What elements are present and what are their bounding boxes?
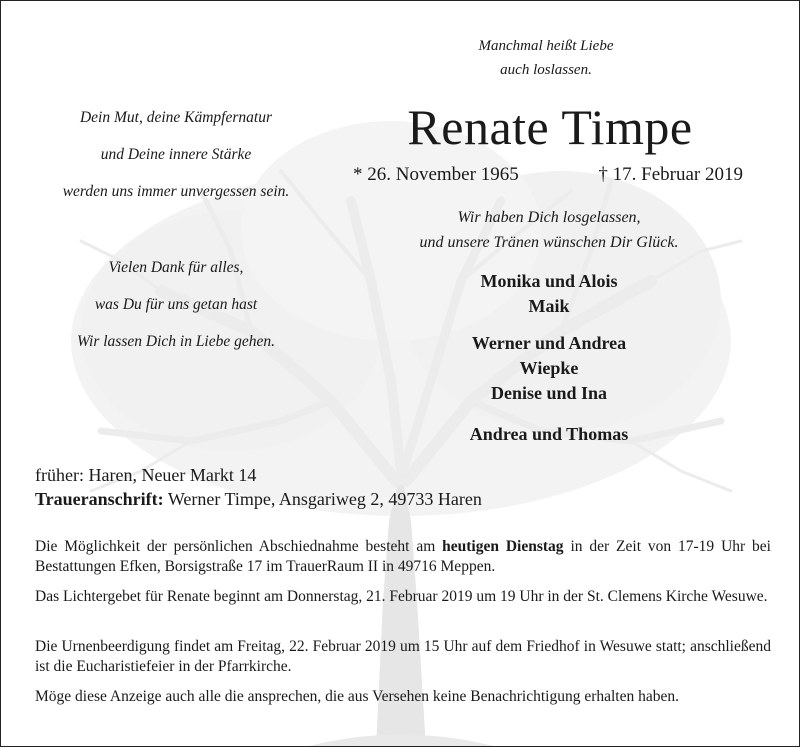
left-verse-line: und Deine innere Stärke xyxy=(100,146,252,163)
mourner-name: Werner und Andrea xyxy=(471,333,627,353)
mourners-group-1 xyxy=(371,269,727,319)
motto-line-1: Manchmal heißt Liebe xyxy=(478,38,614,54)
mourner-name: Andrea und Thomas xyxy=(469,424,629,444)
deceased-name: Renate Timpe xyxy=(407,99,693,155)
birth-date: * 26. November 1965 xyxy=(353,164,519,185)
left-verse-line: Vielen Dank für alles, xyxy=(108,259,244,276)
left-verse-stanza-1 xyxy=(31,99,321,210)
mourner-name: Wiepke xyxy=(519,358,579,378)
mourner-name: Maik xyxy=(528,296,570,316)
paragraph-prayer: Das Lichtergebet für Renate beginnt am Donnerstag, 21. Februar 2019 um 19 Uhr in der St. Clemens Kirche Wesuwe. xyxy=(35,588,768,605)
mourning-address xyxy=(35,487,775,512)
death-date: † 17. Februar 2019 xyxy=(598,164,743,185)
left-verse-line: Dein Mut, deine Kämpfernatur xyxy=(79,109,272,126)
left-verse-line: Wir lassen Dich in Liebe gehen. xyxy=(76,333,276,350)
left-verse-stanza-2 xyxy=(31,249,321,360)
mourners-group-3 xyxy=(371,422,727,447)
mourning-address-label: Traueranschrift: xyxy=(35,489,164,509)
paragraph-viewing xyxy=(35,537,771,577)
paragraph-text: Die Möglichkeit der persönlichen Abschiednahme besteht am xyxy=(35,538,443,555)
former-address: früher: Haren, Neuer Markt 14 xyxy=(35,465,257,485)
paragraph-text: in der Zeit von 17-19 Uhr bei Bestattungen Efken, Borsigstraße 17 im TrauerRaum II in 49716 Meppen. xyxy=(35,538,771,575)
paragraph-closing: Möge diese Anzeige auch alle die ansprechen, die aus Versehen keine Benachrichtigung erhalten haben. xyxy=(35,688,679,705)
left-verse-line: was Du für uns getan hast xyxy=(94,296,258,313)
mourner-name: Monika und Alois xyxy=(480,271,618,291)
motto-line-2: auch loslassen. xyxy=(500,62,592,78)
paragraph-burial: Die Urnenbeerdigung findet am Freitag, 22. Februar 2019 um 15 Uhr auf dem Friedhof in Wesuwe statt; anschließend ist die Eucharistiefeier in der Pfarrkirche. xyxy=(35,638,771,675)
farewell-verse-line-1: Wir haben Dich losgelassen, xyxy=(457,209,641,226)
paragraph-emphasis: heutigen Dienstag xyxy=(442,538,564,555)
farewell-verse xyxy=(361,205,737,255)
left-verse-line: werden uns immer unvergessen sein. xyxy=(62,183,290,200)
motto xyxy=(421,34,671,82)
mourner-name: Denise und Ina xyxy=(490,383,608,403)
mourners-group-2 xyxy=(371,331,727,406)
farewell-verse-line-2: und unsere Tränen wünschen Dir Glück. xyxy=(419,234,679,251)
mourning-address-value: Werner Timpe, Ansgariweg 2, 49733 Haren xyxy=(163,489,482,509)
